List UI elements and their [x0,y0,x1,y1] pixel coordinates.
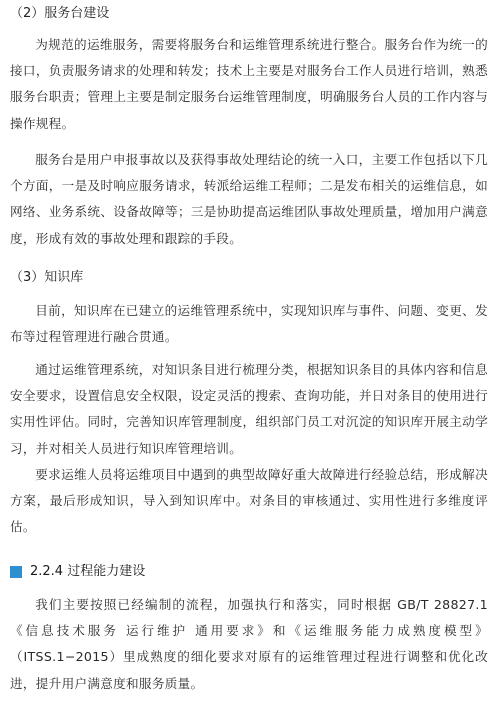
paragraph: 我们主要按照已经编制的流程，加强执行和落实，同时根据 GB/T 28827.1《信息技术服务 运行维护 通用要求》和《运维服务能力成熟度模型》（ITSS.1−2015）里成熟度的细化要求对原有的运维管理过程进行调整和优化改进，提升用户满意度和服务质量。 [10,597,488,691]
section-heading-knowledge-base: （3）知识库 [10,270,84,285]
paragraph: 要求运维人员将运维项目中遇到的典型故障好重大故障进行经验总结，形成解决方案，最后形成知识，导入到知识库中。对条目的审核通过、实用性进行多维度评估。 [10,467,488,535]
paragraph: 通过运维管理系统，对知识条目进行梳理分类，根据知识条目的具体内容和信息安全要求，设置信息安全权限，设定灵活的搜索、查询功能，并日对条目的使用进行实用性评估。同时，完善知识库管理制度，组织部门员工对沉淀的知识库开展主动学习，并对相关人员进行知识库管理培训。 [10,362,488,456]
section-heading-service-desk: （2）服务台建设 [10,6,110,21]
paragraph: 为规范的运维服务，需要将服务台和运维管理系统进行整合。服务台作为统一的接口，负责服务请求的处理和转发；技术上主要是对服务台工作人员进行培训，熟悉服务台职责；管理上主要是制定服务台运维管理制度，明确服务台人员的工作内容与操作规程。 [10,37,488,131]
subsection-heading-process-capability [10,564,145,580]
heading-marker-icon [10,566,22,578]
paragraph: 目前，知识库在已建立的运维管理系统中，实现知识库与事件、问题、变更、发布等过程管理进行融合贯通。 [10,303,488,345]
subsection-heading-text: 2.2.4 过程能力建设 [30,564,146,579]
paragraph: 服务台是用户申报事故以及获得事故处理结论的统一入口，主要工作包括以下几个方面，一是及时响应服务请求，转派给运维工程师；二是发布相关的运维信息，如网络、业务系统、设备故障等；三是协助提高运维团队事故处理质量，增加用户满意度，形成有效的事故处理和跟踪的手段。 [10,152,488,246]
